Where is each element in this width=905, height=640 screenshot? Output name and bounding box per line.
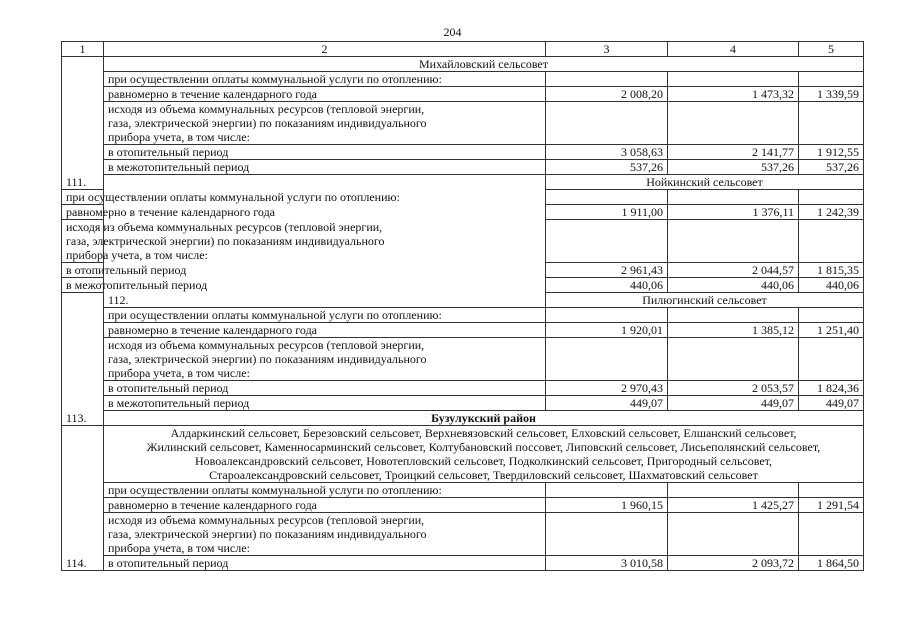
meter-label-line: исходя из объема коммунальных ресурсов (тепловой энергии, xyxy=(108,513,425,527)
empty-cell xyxy=(546,72,668,87)
empty-cell xyxy=(799,308,864,323)
value-cell: 2 970,43 xyxy=(546,381,668,396)
empty-cell xyxy=(546,483,668,498)
settlements-list-line: Жилинский сельсовет, Каменносарминский сельсовет, Колтубановский поссовет, Липовский сельсовет, Лисьеполянский сельсовет, xyxy=(146,440,821,454)
empty-cell xyxy=(799,220,864,263)
district-name: Бузулукский район xyxy=(104,411,864,426)
table-row xyxy=(62,72,864,87)
empty-cell xyxy=(668,338,799,381)
row-label: в отопительный период xyxy=(62,263,104,278)
table-row xyxy=(62,145,864,160)
value-cell: 1 864,50 xyxy=(799,556,864,571)
value-cell: 3 010,58 xyxy=(546,556,668,571)
value-cell: 449,07 xyxy=(799,396,864,411)
empty-cell xyxy=(799,338,864,381)
settlements-list-line: Староалександровский сельсовет, Троицкий сельсовет, Твердиловский сельсовет, Шахматовский сельсовет xyxy=(209,468,758,482)
meter-label-line: исходя из объема коммунальных ресурсов (тепловой энергии, xyxy=(108,338,425,352)
section-row xyxy=(62,175,864,190)
value-cell: 1 385,12 xyxy=(668,323,799,338)
value-cell: 440,06 xyxy=(668,278,799,293)
row-label: при осуществлении оплаты коммунальной услуги по отоплению: xyxy=(62,190,104,205)
empty-cell xyxy=(546,190,668,205)
value-cell: 449,07 xyxy=(546,396,668,411)
empty-cell xyxy=(668,220,799,263)
table-row xyxy=(62,396,864,411)
meter-label xyxy=(104,102,546,145)
value-cell: 1 911,00 xyxy=(546,205,668,220)
value-cell: 2 044,57 xyxy=(668,263,799,278)
row-label: в межотопительный период xyxy=(104,160,546,175)
header-row xyxy=(62,42,864,57)
empty-cell xyxy=(799,483,864,498)
table-row xyxy=(62,513,864,556)
empty-cell xyxy=(546,102,668,145)
value-cell: 3 058,63 xyxy=(546,145,668,160)
meter-label-line: газа, электрической энергии) по показаниям индивидуального xyxy=(108,527,427,541)
value-cell: 1 824,36 xyxy=(799,381,864,396)
section-row xyxy=(62,57,864,72)
meter-label-line: прибора учета, в том числе: xyxy=(108,366,250,380)
empty-cell xyxy=(668,190,799,205)
row-label: при осуществлении оплаты коммунальной услуги по отоплению: xyxy=(104,72,546,87)
meter-label-line: прибора учета, в том числе: xyxy=(108,541,250,555)
row-label: в межотопительный период xyxy=(62,278,104,293)
header-cell: 4 xyxy=(668,42,799,57)
value-cell: 1 425,27 xyxy=(668,498,799,513)
row-label: при осуществлении оплаты коммунальной услуги по отоплению: xyxy=(104,483,546,498)
value-cell: 2 141,77 xyxy=(668,145,799,160)
row-label: в межотопительный период xyxy=(104,396,546,411)
meter-label-line: газа, электрической энергии) по показаниям индивидуального xyxy=(108,352,427,366)
meter-label-line: исходя из объема коммунальных ресурсов (тепловой энергии, xyxy=(66,220,383,234)
empty-cell xyxy=(668,102,799,145)
value-cell: 1 242,39 xyxy=(799,205,864,220)
value-cell: 1 473,32 xyxy=(668,87,799,102)
value-cell: 2 093,72 xyxy=(668,556,799,571)
empty-cell xyxy=(546,513,668,556)
header-cell: 1 xyxy=(62,42,104,57)
value-cell: 1 291,54 xyxy=(799,498,864,513)
empty-cell xyxy=(799,190,864,205)
value-cell: 537,26 xyxy=(546,160,668,175)
row-label: равномерно в течение календарного года xyxy=(104,498,546,513)
value-cell: 449,07 xyxy=(668,396,799,411)
row-label: при осуществлении оплаты коммунальной услуги по отоплению: xyxy=(104,308,546,323)
row-label: равномерно в течение календарного года xyxy=(104,323,546,338)
empty-cell xyxy=(668,483,799,498)
settlements-list-line: Алдаркинский сельсовет, Березовский сельсовет, Верхневязовский сельсовет, Елховский сельсовет, Елшанский сельсовет, xyxy=(170,426,797,440)
meter-label-line: прибора учета, в том числе: xyxy=(108,130,250,144)
value-cell: 1 376,11 xyxy=(668,205,799,220)
tariff-table xyxy=(61,41,864,571)
table-row xyxy=(62,308,864,323)
row-label: равномерно в течение календарного года xyxy=(62,205,104,220)
header-cell: 3 xyxy=(546,42,668,57)
header-cell: 2 xyxy=(104,42,546,57)
value-cell: 1 960,15 xyxy=(546,498,668,513)
row-number: 112. xyxy=(104,175,546,308)
table-row xyxy=(62,556,864,571)
value-cell: 1 815,35 xyxy=(799,263,864,278)
empty-cell xyxy=(799,102,864,145)
value-cell: 537,26 xyxy=(668,160,799,175)
meter-label-line: газа, электрической энергии) по показаниям индивидуального xyxy=(66,234,385,248)
settlement-name: Михайловский сельсовет xyxy=(104,57,864,72)
row-label: в отопительный период xyxy=(104,556,546,571)
row-number: 114. xyxy=(62,426,104,571)
settlements-list xyxy=(104,426,864,483)
empty-cell xyxy=(668,72,799,87)
meter-label-line: прибора учета, в том числе: xyxy=(66,248,208,262)
table-row xyxy=(62,160,864,175)
section-row xyxy=(62,426,864,483)
empty-cell xyxy=(546,220,668,263)
meter-label xyxy=(104,338,546,381)
value-cell: 2 053,57 xyxy=(668,381,799,396)
table-row xyxy=(62,323,864,338)
empty-cell xyxy=(668,513,799,556)
empty-cell xyxy=(546,308,668,323)
empty-cell xyxy=(799,513,864,556)
value-cell: 1 251,40 xyxy=(799,323,864,338)
value-cell: 1 912,55 xyxy=(799,145,864,160)
value-cell: 1 339,59 xyxy=(799,87,864,102)
row-number: 111. xyxy=(62,57,104,190)
settlement-name: Нойкинский сельсовет xyxy=(546,175,864,190)
settlement-name: Пилюгинский сельсовет xyxy=(546,293,864,308)
empty-cell xyxy=(546,338,668,381)
row-label: в отопительный период xyxy=(104,381,546,396)
row-label: в отопительный период xyxy=(104,145,546,160)
table-row xyxy=(62,338,864,381)
value-cell: 1 920,01 xyxy=(546,323,668,338)
value-cell: 537,26 xyxy=(799,160,864,175)
value-cell: 2 961,43 xyxy=(546,263,668,278)
meter-label xyxy=(62,220,385,263)
table-row xyxy=(62,381,864,396)
value-cell: 440,06 xyxy=(799,278,864,293)
empty-cell xyxy=(799,72,864,87)
meter-label xyxy=(104,513,546,556)
settlements-list-line: Новоалександровский сельсовет, Новотепловский сельсовет, Подколкинский сельсовет, Пригородный сельсовет, xyxy=(194,454,773,468)
table-row xyxy=(62,483,864,498)
meter-label-line: газа, электрической энергии) по показаниям индивидуального xyxy=(108,116,427,130)
meter-label-line: исходя из объема коммунальных ресурсов (тепловой энергии, xyxy=(108,102,425,116)
value-cell: 440,06 xyxy=(546,278,668,293)
page-number: 204 xyxy=(443,25,462,39)
table-row xyxy=(62,87,864,102)
row-number: 113. xyxy=(62,293,104,426)
header-cell: 5 xyxy=(799,42,864,57)
table-row xyxy=(62,498,864,513)
row-label: равномерно в течение календарного года xyxy=(104,87,546,102)
table-row xyxy=(62,102,864,145)
district-row xyxy=(62,411,864,426)
empty-cell xyxy=(668,308,799,323)
value-cell: 2 008,20 xyxy=(546,87,668,102)
